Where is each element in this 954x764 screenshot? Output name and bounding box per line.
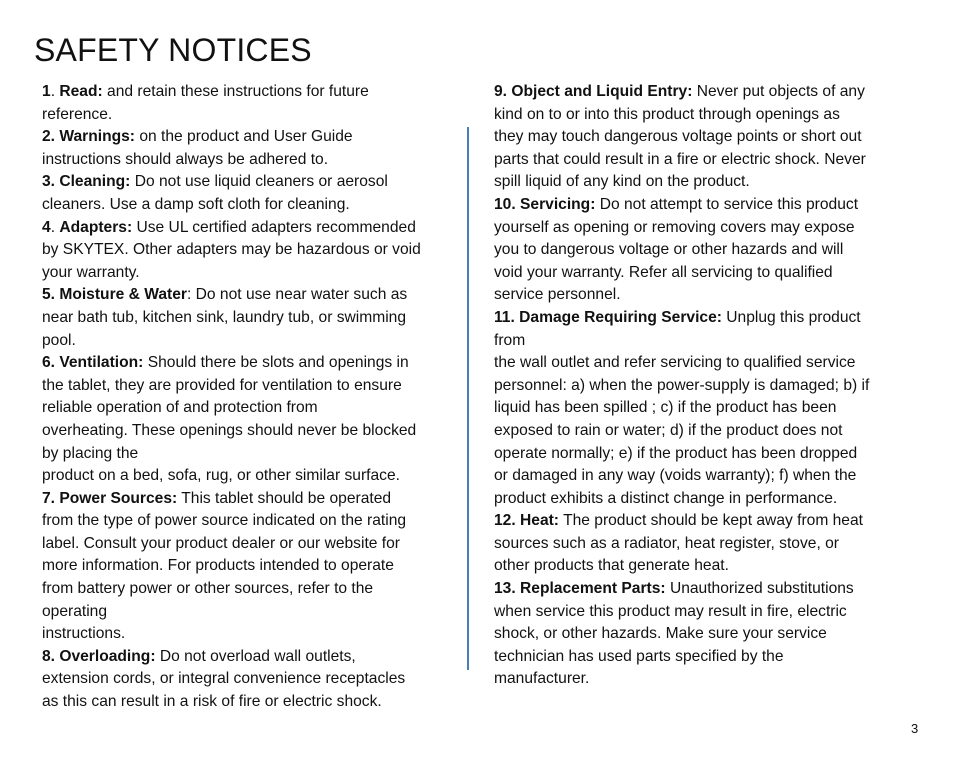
left-column [42, 81, 460, 714]
item-heading: 5. Moisture & Water [42, 286, 187, 304]
item-heading: 6. Ventilation: [42, 354, 144, 372]
item-text: other products that generate heat. [494, 557, 729, 575]
item-text: parts that could result in a fire or electric shock. Never [494, 150, 866, 168]
text-line [42, 623, 460, 646]
text-line [494, 352, 916, 375]
text-line [494, 443, 916, 466]
text-line [42, 126, 460, 149]
item-heading: 2. Warnings: [42, 128, 135, 146]
text-line [494, 601, 916, 624]
text-line [494, 330, 916, 353]
item-text: . [50, 218, 60, 236]
text-line [494, 465, 916, 488]
item-text: manufacturer. [494, 670, 590, 688]
item-text: from [494, 331, 526, 349]
item-text: void your warranty. Refer all servicing to qualified [494, 263, 833, 281]
page-title: SAFETY NOTICES [34, 32, 312, 68]
item-text: This tablet should be operated [177, 489, 392, 507]
item-text: operate normally; e) if the product has been dropped [494, 444, 858, 462]
item-text: near bath tub, kitchen sink, laundry tub, or swimming [42, 308, 407, 326]
text-line [42, 510, 460, 533]
text-line [494, 510, 916, 533]
item-text: on the product and User Guide [135, 128, 353, 146]
item-text: Use UL certified adapters recommended [132, 218, 416, 236]
item-text: or damaged in any way (voids warranty); f) when the [494, 467, 857, 485]
item-heading: 10. Servicing: [494, 195, 596, 213]
text-line [494, 149, 916, 172]
item-text: instructions should always be adhered to. [42, 150, 329, 168]
item-heading: 12. Heat: [494, 512, 560, 530]
item-text: as this can result in a risk of fire or electric shock. [42, 693, 382, 711]
text-line [494, 668, 916, 691]
item-text: they may touch dangerous voltage points or short out [494, 128, 862, 146]
item-text: you to dangerous voltage or other hazards and will [494, 241, 844, 259]
item-text: Unauthorized substitutions [665, 580, 854, 598]
item-text: service personnel. [494, 286, 621, 304]
item-text: more information. For products intended to operate [42, 557, 394, 575]
item-text: your warranty. [42, 263, 140, 281]
text-line [42, 533, 460, 556]
item-text: Do not overload wall outlets, [155, 647, 356, 665]
item-text: Should there be slots and openings in [143, 354, 409, 372]
text-line [42, 646, 460, 669]
text-line [494, 578, 916, 601]
text-line [42, 239, 460, 262]
text-line [42, 81, 460, 104]
item-text: Never put objects of any [692, 83, 865, 100]
item-heading: 7. Power Sources: [42, 489, 178, 507]
item-text: product exhibits a distinct change in performance. [494, 489, 838, 507]
item-text: : Do not use near water such as [187, 286, 408, 304]
item-text: label. Consult your product dealer or our website for [42, 534, 400, 552]
text-line [42, 217, 460, 240]
item-text: yourself as opening or removing covers may expose [494, 218, 855, 236]
item-text: product on a bed, sofa, rug, or other similar surface. [42, 467, 400, 485]
item-text: exposed to rain or water; d) if the product does not [494, 421, 843, 439]
item-text: reference. [42, 105, 113, 123]
item-text: by SKYTEX. Other adapters may be hazardous or void [42, 241, 421, 259]
item-text: personnel: a) when the power-supply is damaged; b) if [494, 376, 870, 394]
item-text: the wall outlet and refer servicing to qualified service [494, 354, 856, 372]
item-heading: 4 [42, 218, 51, 236]
text-line [42, 397, 460, 420]
text-line [494, 217, 916, 240]
text-line [494, 397, 916, 420]
text-line [494, 307, 916, 330]
item-text: shock, or other hazards. Make sure your service [494, 625, 827, 643]
page-number: 3 [911, 721, 919, 736]
text-line [42, 262, 460, 285]
item-text: when service this product may result in fire, electric [494, 602, 847, 620]
text-line [494, 623, 916, 646]
text-line [42, 352, 460, 375]
item-heading: 8. Overloading: [42, 647, 156, 665]
right-column [494, 81, 916, 691]
item-text: liquid has been spilled ; c) if the product has been [494, 399, 837, 417]
item-text: cleaners. Use a damp soft cloth for cleaning. [42, 195, 350, 213]
text-line [42, 330, 460, 353]
item-text: from battery power or other sources, refer to the [42, 580, 374, 598]
item-text: extension cords, or integral convenience receptacles [42, 670, 406, 688]
text-line [42, 307, 460, 330]
text-line [42, 149, 460, 172]
item-text: kind on to or into this product through openings as [494, 105, 840, 123]
text-line [42, 601, 460, 624]
text-line [494, 646, 916, 669]
item-text: pool. [42, 331, 76, 349]
item-text: from the type of power source indicated on the rating [42, 512, 407, 530]
text-line [42, 488, 460, 511]
item-text: . [50, 83, 60, 100]
item-heading: 13. Replacement Parts: [494, 580, 666, 598]
text-line [42, 555, 460, 578]
text-line [494, 555, 916, 578]
item-text: instructions. [42, 625, 126, 643]
text-line [42, 443, 460, 466]
text-line [42, 284, 460, 307]
item-heading: 9. Object and Liquid Entry: [494, 83, 693, 100]
text-line [494, 488, 916, 511]
text-line [494, 420, 916, 443]
item-heading: 1 [42, 83, 51, 100]
text-line [42, 691, 460, 714]
item-text: and retain these instructions for future [102, 83, 369, 100]
item-text: by placing the [42, 444, 139, 462]
item-text: the tablet, they are provided for ventilation to ensure [42, 376, 402, 394]
item-text: sources such as a radiator, heat register, stove, or [494, 534, 839, 552]
text-line [494, 171, 916, 194]
item-heading: 11. Damage Requiring Service: [494, 308, 722, 326]
text-line [42, 465, 460, 488]
text-line [494, 104, 916, 127]
item-text: overheating. These openings should never be blocked [42, 421, 417, 439]
item-text: Unplug this product [721, 308, 861, 326]
text-line [494, 81, 916, 104]
text-line [494, 375, 916, 398]
text-line [42, 194, 460, 217]
text-line [494, 284, 916, 307]
item-heading: Adapters: [59, 218, 133, 236]
text-line [494, 194, 916, 217]
item-heading: 3. Cleaning: [42, 173, 131, 191]
text-line [42, 171, 460, 194]
column-divider [467, 127, 469, 670]
text-line [494, 262, 916, 285]
item-text: Do not attempt to service this product [595, 195, 859, 213]
item-text: The product should be kept away from heat [559, 512, 863, 530]
text-line [42, 578, 460, 601]
text-line [494, 533, 916, 556]
item-text: Do not use liquid cleaners or aerosol [130, 173, 388, 191]
item-heading: Read: [59, 83, 103, 100]
text-line [494, 239, 916, 262]
text-line [42, 104, 460, 127]
text-line [494, 126, 916, 149]
text-line [42, 420, 460, 443]
item-text: reliable operation of and protection from [42, 399, 318, 417]
text-line [42, 668, 460, 691]
text-line [42, 375, 460, 398]
item-text: operating [42, 602, 108, 620]
item-text: technician has used parts specified by the [494, 647, 784, 665]
item-text: spill liquid of any kind on the product. [494, 173, 750, 191]
